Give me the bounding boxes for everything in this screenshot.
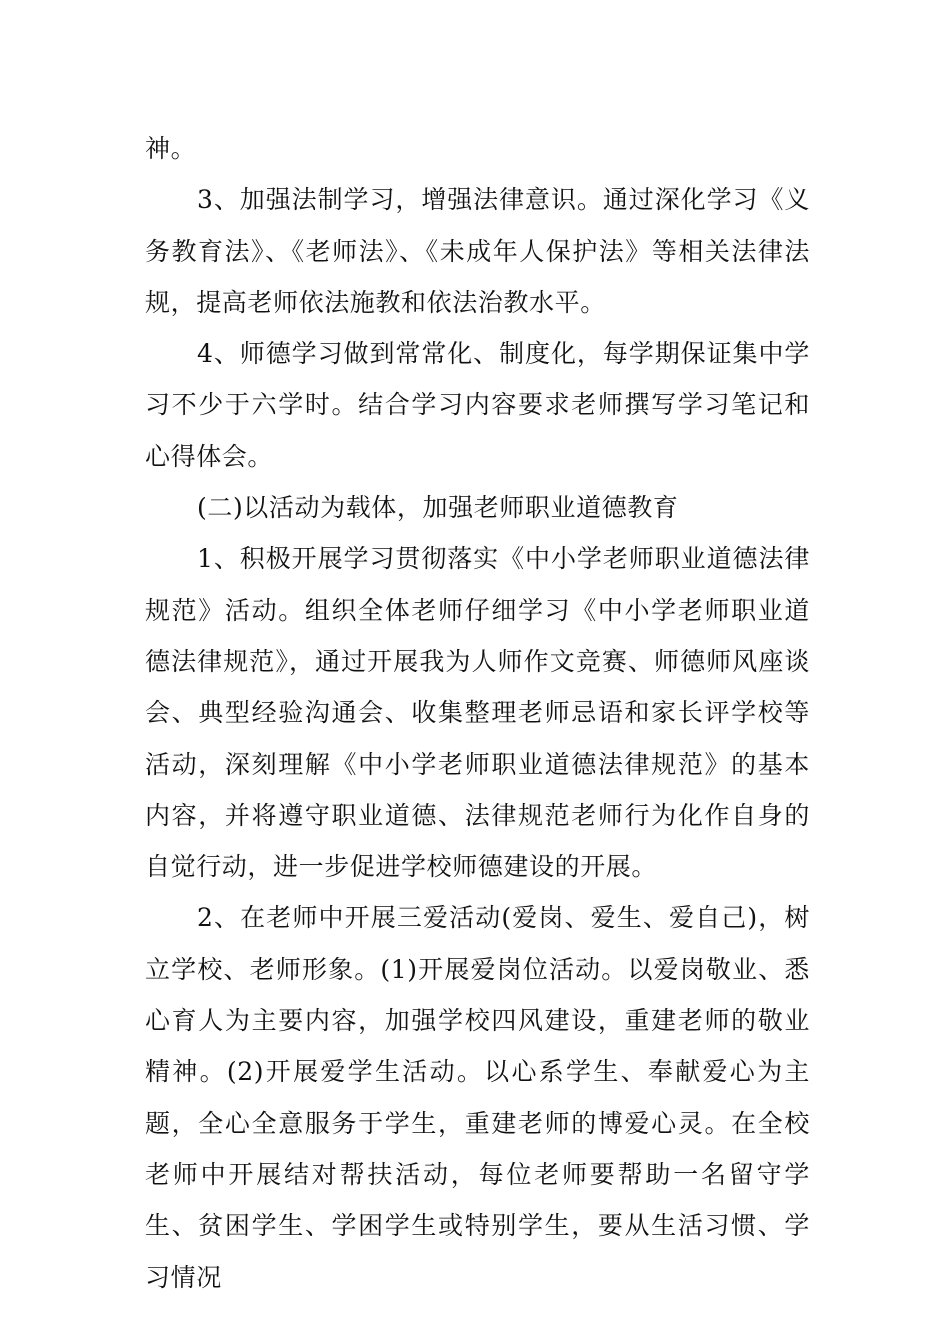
paragraph-continuation: 神。 — [145, 134, 197, 163]
paragraph-item-3: 3、加强法制学习，增强法律意识。通过深化学习《义务教育法》、《老师法》、《未成年人保护法》等相关法律法规，提高老师依法施教和依法治教水平。 — [145, 185, 810, 317]
paragraph-item-4: 4、师德学习做到常常化、制度化，每学期保证集中学习不少于六学时。结合学习内容要求老师撰写学习笔记和心得体会。 — [145, 339, 810, 471]
section-heading: (二)以活动为载体，加强老师职业道德教育 — [197, 493, 679, 523]
paragraph-item-1: 1、积极开展学习贯彻落实《中小学老师职业道德法律规范》活动。组织全体老师仔细学习《中小学老师职业道德法律规范》，通过开展我为人师作文竞赛、师德师风座谈会、典型经验沟通会、收集整理老师忌语和家长评学校等活动，深刻理解《中小学老师职业道德法律规范》的基本内容，并将遵守职业道德、法律规范老师行为化作自身的自觉行动，进一步促进学校师德建设的开展。 — [145, 544, 810, 882]
document-body — [145, 123, 810, 1303]
paragraph-item-2: 2、在老师中开展三爱活动(爱岗、爱生、爱自己)，树立学校、老师形象。(1)开展爱岗位活动。以爱岗敬业、悉心育人为主要内容，加强学校四风建设，重建老师的敬业精神。(2)开展爱学生活动。以心系学生、奉献爱心为主题，全心全意服务于学生，重建老师的博爱心灵。在全校老师中开展结对帮扶活动，每位老师要帮助一名留守学生、贫困学生、学困学生或特别学生，要从生活习惯、学习情况 — [145, 903, 810, 1292]
